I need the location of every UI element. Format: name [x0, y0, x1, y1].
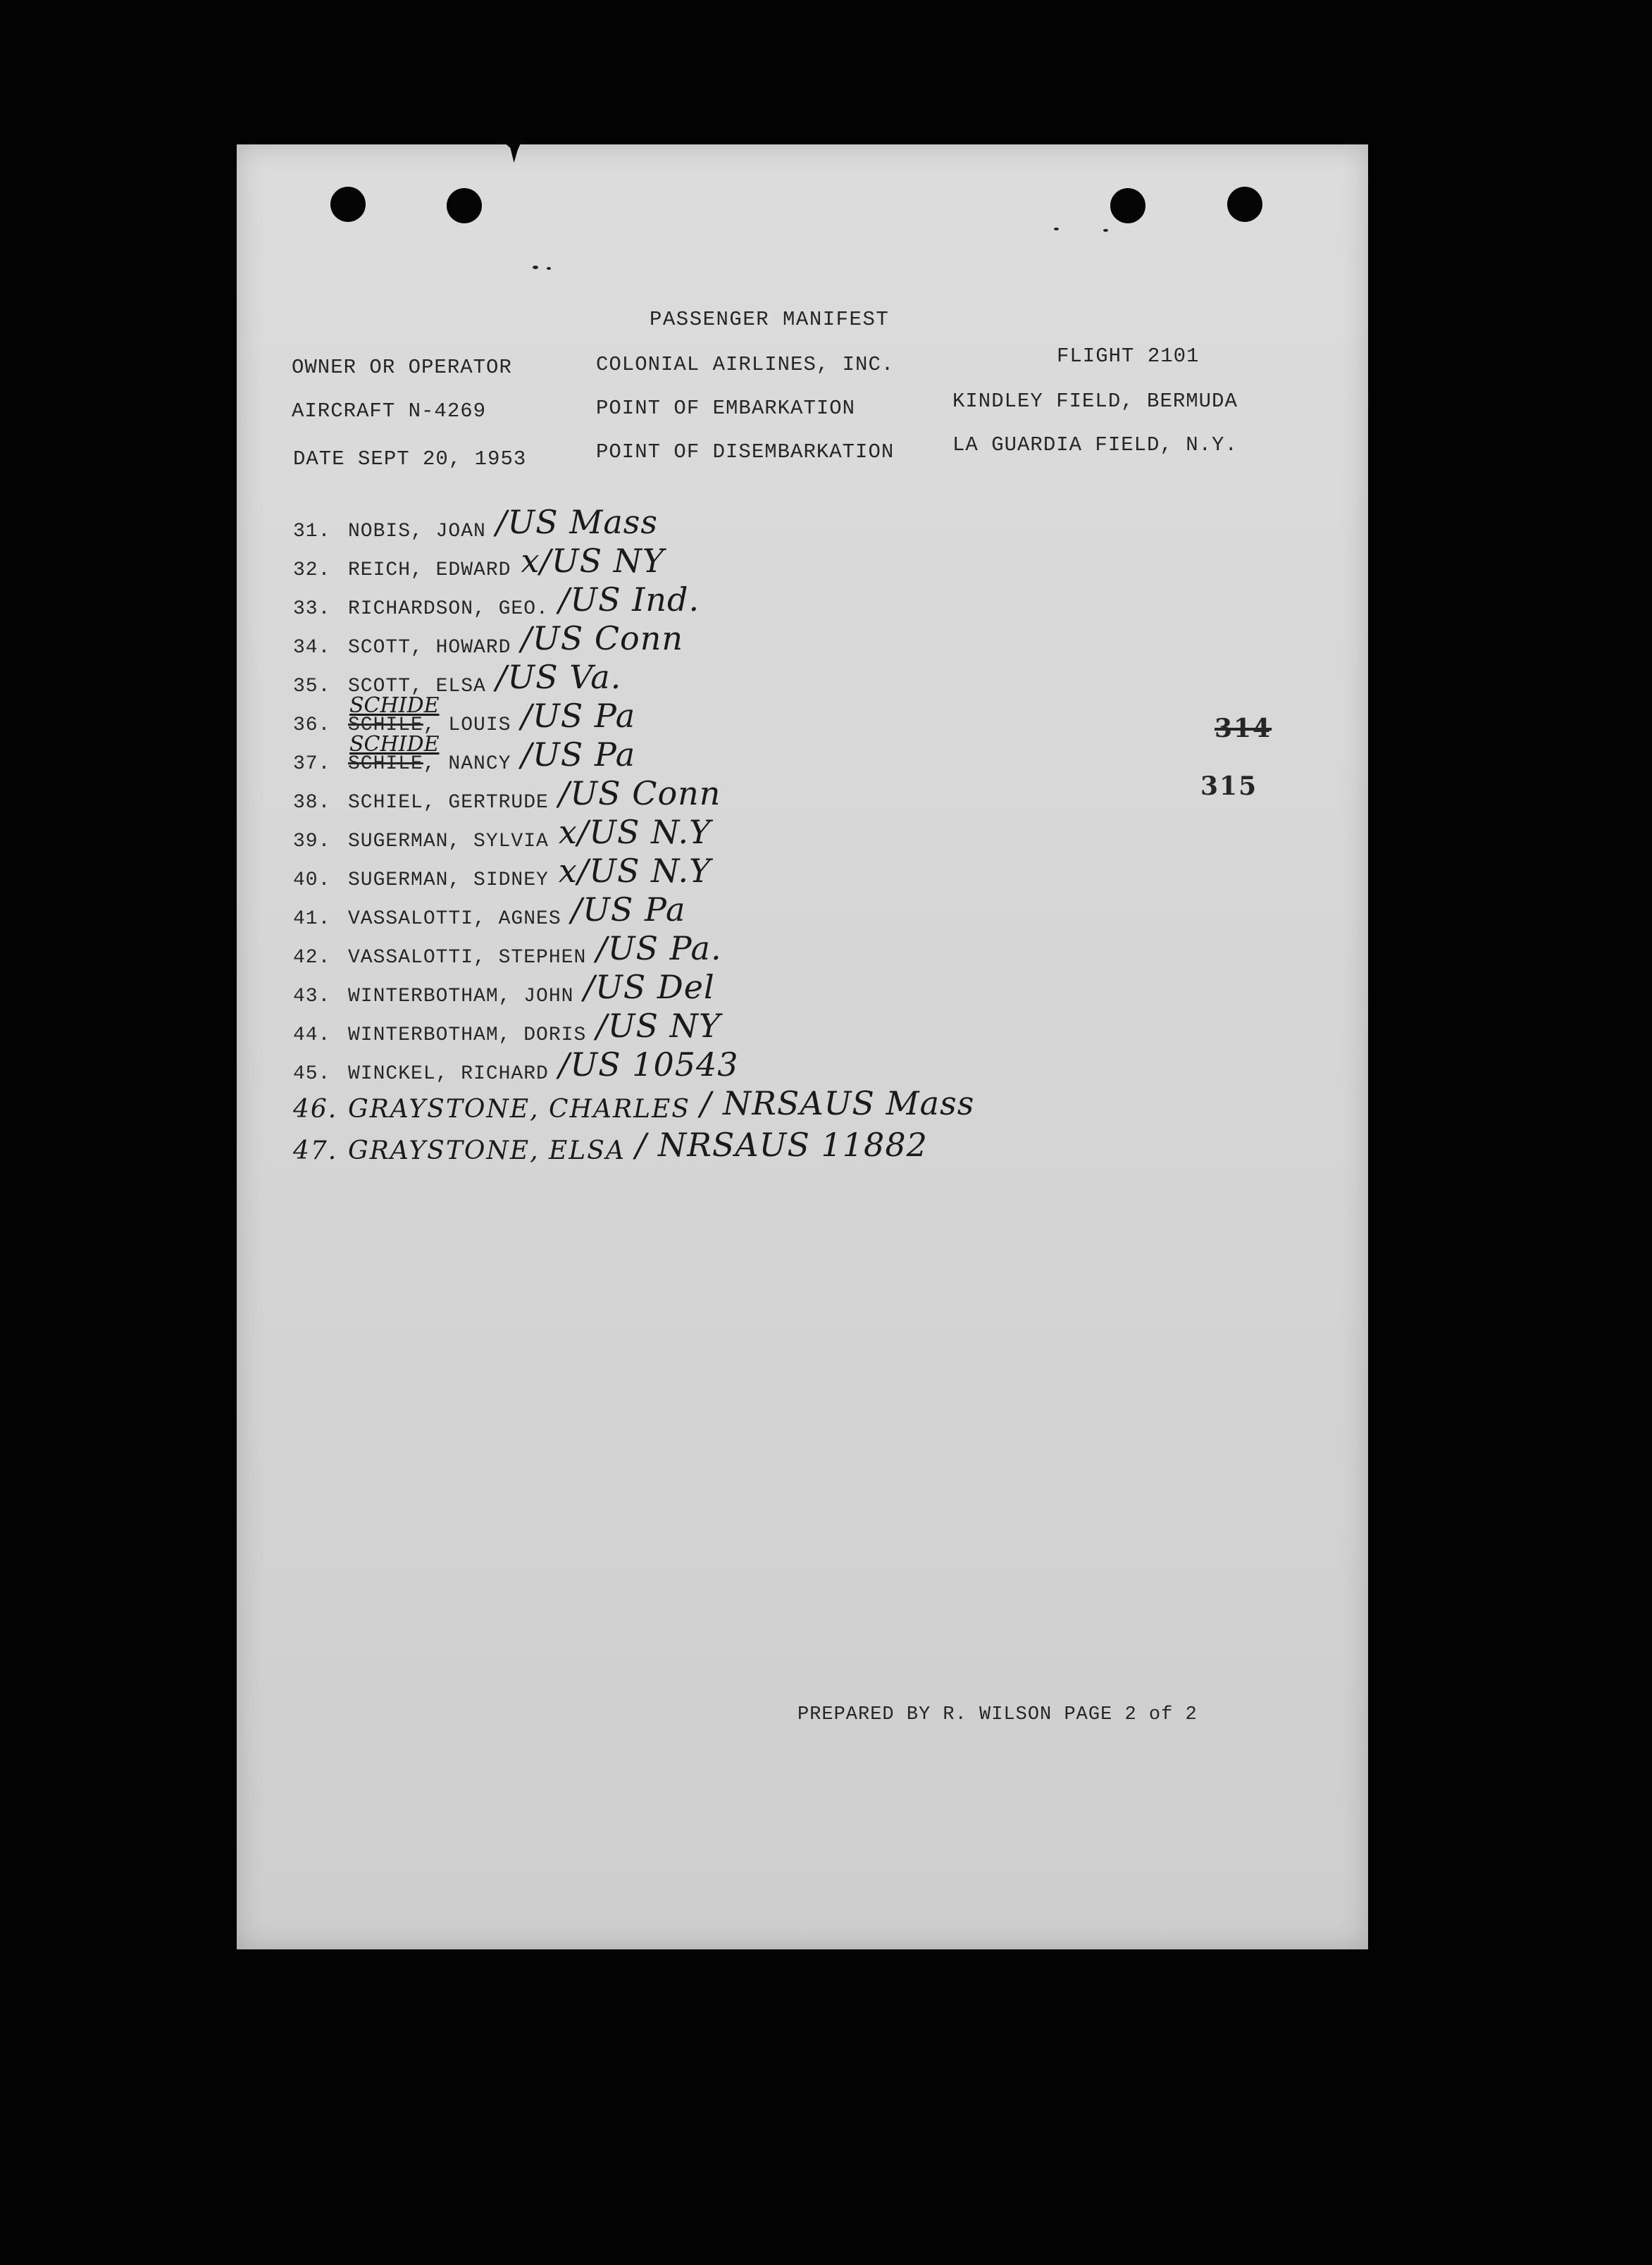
speck — [1103, 229, 1108, 232]
row-number: 34. — [293, 637, 331, 659]
passenger-row — [293, 503, 658, 544]
passenger-name: WINTERBOTHAM, DORIS — [348, 1024, 587, 1046]
passenger-row — [293, 1007, 721, 1048]
prepared-by-footer: PREPARED BY R. WILSON PAGE 2 of 2 — [797, 1704, 1198, 1725]
passenger-name: SUGERMAN, SYLVIA — [348, 831, 549, 852]
punch-hole — [330, 187, 366, 222]
handwritten-note: /US Conn — [558, 774, 721, 812]
passenger-row — [293, 1126, 928, 1167]
row-number: 44. — [293, 1024, 331, 1046]
embarkation-label: POINT OF EMBARKATION — [596, 397, 856, 420]
speck — [1054, 228, 1059, 230]
handwritten-note: /US Pa — [521, 736, 636, 774]
row-number: 40. — [293, 869, 331, 891]
page-number: 315 — [1200, 771, 1258, 801]
manifest-page — [237, 144, 1368, 1949]
passenger-row — [293, 1045, 739, 1086]
handwritten-correction: SCHIDE — [349, 732, 440, 757]
handwritten-note: /US Conn — [521, 619, 683, 657]
punch-hole — [1227, 187, 1262, 222]
row-number: 39. — [293, 831, 331, 852]
row-number: 35. — [293, 676, 331, 697]
row-number: 43. — [293, 986, 331, 1007]
row-number: 47. — [293, 1136, 338, 1165]
row-number: 33. — [293, 598, 331, 620]
disembarkation-value: LA GUARDIA FIELD, N.Y. — [952, 433, 1238, 457]
passenger-row — [293, 1084, 975, 1125]
passenger-row — [293, 693, 636, 738]
handwritten-note: /US Del — [583, 968, 715, 1006]
handwritten-note: /US Pa. — [596, 929, 722, 967]
aircraft-number: AIRCRAFT N-4269 — [292, 399, 487, 423]
passenger-name: SCHIEL, GERTRUDE — [348, 792, 549, 814]
row-number: 46. — [293, 1095, 338, 1124]
passenger-row — [293, 852, 712, 893]
passenger-row — [293, 658, 622, 699]
owner-value: COLONIAL AIRLINES, INC. — [596, 353, 895, 376]
passenger-row — [293, 968, 715, 1009]
handwritten-note: /US Mass — [495, 503, 658, 541]
passenger-name: SCOTT, ELSA — [348, 676, 486, 697]
row-number: 38. — [293, 792, 331, 814]
passenger-row — [293, 893, 685, 931]
punch-hole — [447, 188, 482, 223]
passenger-row — [293, 542, 665, 583]
row-number: 41. — [293, 908, 331, 930]
passenger-name: NOBIS, JOAN — [348, 521, 486, 542]
handwritten-note: x/US N.Y — [558, 813, 712, 851]
struck-surname: SCHILE — [348, 714, 423, 736]
speck — [533, 266, 538, 269]
disembarkation-label: POINT OF DISEMBARKATION — [596, 440, 895, 464]
handwritten-note: / NRSAUS 11882 — [635, 1126, 928, 1164]
handwritten-note: / NRSAUS Mass — [700, 1084, 975, 1122]
flight-number: FLIGHT 2101 — [1057, 345, 1200, 368]
passenger-name: GRAYSTONE, ELSA — [348, 1136, 626, 1165]
passenger-row — [293, 619, 683, 660]
passenger-name: GRAYSTONE, CHARLES — [348, 1095, 690, 1124]
old-page-number: 314 — [1215, 714, 1272, 743]
passenger-given-name: , LOUIS — [423, 714, 511, 736]
passenger-name: SUGERMAN, SIDNEY — [348, 869, 549, 891]
embarkation-value: KINDLEY FIELD, BERMUDA — [952, 390, 1238, 413]
handwritten-note: x/US N.Y — [558, 852, 712, 890]
passenger-row — [293, 732, 636, 776]
struck-surname: SCHILE — [348, 753, 423, 775]
passenger-row — [293, 929, 722, 970]
corrected-surname — [348, 732, 440, 775]
manifest-title: PASSENGER MANIFEST — [650, 308, 890, 331]
paper-tear — [503, 144, 521, 163]
passenger-name: REICH, EDWARD — [348, 559, 511, 581]
passenger-name: RICHARDSON, GEO. — [348, 598, 549, 620]
row-number: 36. — [293, 714, 331, 736]
passenger-name: SCOTT, HOWARD — [348, 637, 511, 659]
passenger-name: VASSALOTTI, AGNES — [348, 908, 561, 930]
passenger-row — [293, 583, 700, 621]
row-number: 45. — [293, 1063, 331, 1085]
speck — [547, 267, 551, 270]
passenger-name: WINTERBOTHAM, JOHN — [348, 986, 574, 1007]
row-number: 32. — [293, 559, 331, 581]
handwritten-correction: SCHIDE — [349, 693, 440, 718]
row-number: 31. — [293, 521, 331, 542]
handwritten-note: /US Va. — [495, 658, 622, 696]
handwritten-note: x/US NY — [521, 542, 665, 580]
handwritten-note: /US Pa — [571, 891, 686, 929]
owner-label: OWNER OR OPERATOR — [292, 356, 512, 379]
passenger-name: VASSALOTTI, STEPHEN — [348, 947, 587, 969]
passenger-row — [293, 813, 712, 854]
punch-hole — [1110, 188, 1145, 223]
flight-date: DATE SEPT 20, 1953 — [293, 447, 527, 471]
handwritten-note: /US Ind. — [558, 581, 700, 619]
handwritten-note: /US Pa — [521, 697, 636, 735]
passenger-row — [293, 774, 721, 815]
passenger-given-name: , NANCY — [423, 753, 511, 775]
handwritten-note: /US NY — [596, 1007, 721, 1045]
row-number: 37. — [293, 753, 331, 775]
handwritten-note: /US 10543 — [558, 1045, 739, 1084]
passenger-name: WINCKEL, RICHARD — [348, 1063, 549, 1085]
row-number: 42. — [293, 947, 331, 969]
